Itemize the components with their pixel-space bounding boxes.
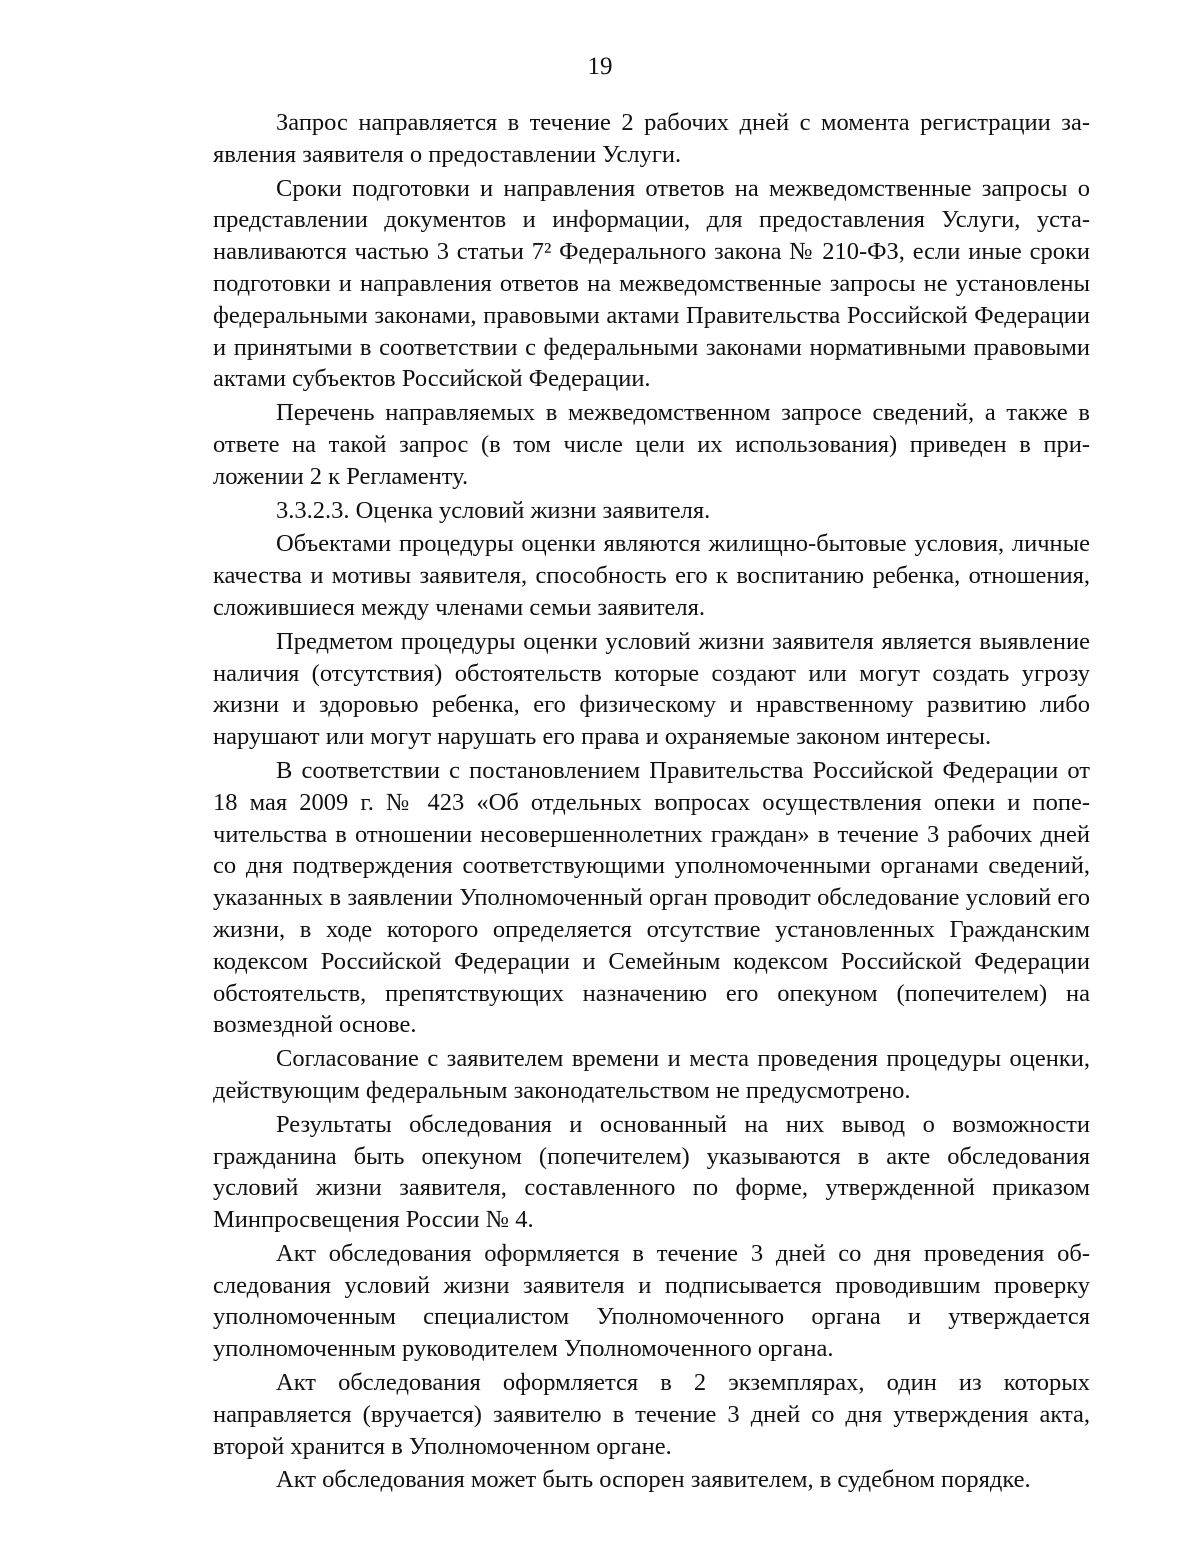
paragraph-act-appeal: Акт обследования может быть оспорен заявителем, в судебном порядке. xyxy=(276,1466,1031,1494)
document-body xyxy=(213,107,1090,1498)
paragraph-assessment-objects: Объектами процедуры оценки являются жилищно-бытовые условия, личные качества и мотивы заявителя, способность его к воспитанию ребенка, отношения, сложившиеся между членами семьи заявителя. xyxy=(213,530,1090,621)
paragraph-request-deadline: Запрос направляется в течение 2 рабочих дней с момента регистрации заявления заявителя о предоставлении Услуги. xyxy=(213,109,1090,168)
paragraph-response-terms: Сроки подготовки и направления ответов на межведомственные запросы о представлении документов и информации, для предоставления Услуги, устанавливаются частью 3 статьи 7² Федерального закона № 210-ФЗ, если иные сроки подготовки и направления ответов на межведомственные запросы не установлены федеральными законами, правовыми актами Правительства Российской Федерации и принятыми в соответствии с федеральными законами нормативными правовыми актами субъектов Российской Федерации. xyxy=(213,174,1090,393)
page-number: 19 xyxy=(587,53,613,80)
paragraph-government-resolution: В соответствии с постановлением Правительства Российской Федерации от 18 мая 2009 г. № 423 «Об отдельных вопросах осуществления опеки и попечительства в отношении несовершеннолетних граждан» в течение 3 рабочих дней со дня подтверждения соответствующими уполномоченными органами сведений, указанных в заявлении Уполномоченный орган проводит обследование условий его жизни, в ходе которого определяется отсутствие установленных Гражданским кодексом Российской Федерации и Семейным кодексом Российской Федерации обстоятельств, препятствующих назначению его опекуном (попечителем) на возмездной основе. xyxy=(213,756,1090,1039)
paragraph-inspection-results: Результаты обследования и основанный на них вывод о возможности гражданина быть опекуном (попечителем) указываются в акте обследования условий жизни заявителя, составленного по форме, утвержденной приказом Минпросвещения России № 4. xyxy=(213,1110,1090,1234)
paragraph-time-place-agreement: Согласование с заявителем времени и места проведения процедуры оценки, действующим федеральным законодательством не предусмотрено. xyxy=(213,1045,1090,1104)
paragraph-assessment-subject: Предметом процедуры оценки условий жизни заявителя является выявление наличия (отсутствия) обстоятельств которые создают или могут создать угрозу жизни и здоровью ребенка, его физическому и нравственному развитию либо нарушают или могут нарушать его права и охраняемые законом интересы. xyxy=(213,627,1090,751)
paragraph-act-copies: Акт обследования оформляется в 2 экземплярах, один из которых направляется (вручается) заявителю в течение 3 дней со дня утверждения акта, второй хранится в Уполномоченном органе. xyxy=(213,1369,1090,1460)
section-heading-3-3-2-3: 3.3.2.3. Оценка условий жизни заявителя. xyxy=(276,496,711,524)
paragraph-act-preparation: Акт обследования оформляется в течение 3 дней со дня проведения обследования условий жизни заявителя и подписывается проводившим проверку уполномоченным специалистом Уполномоченного органа и утверждается уполномоченным руководителем Уполномоченного органа. xyxy=(213,1239,1090,1363)
paragraph-information-list: Перечень направляемых в межведомственном запросе сведений, а также в ответе на такой запрос (в том числе цели их использования) приведен в приложении 2 к Регламенту. xyxy=(213,399,1090,490)
